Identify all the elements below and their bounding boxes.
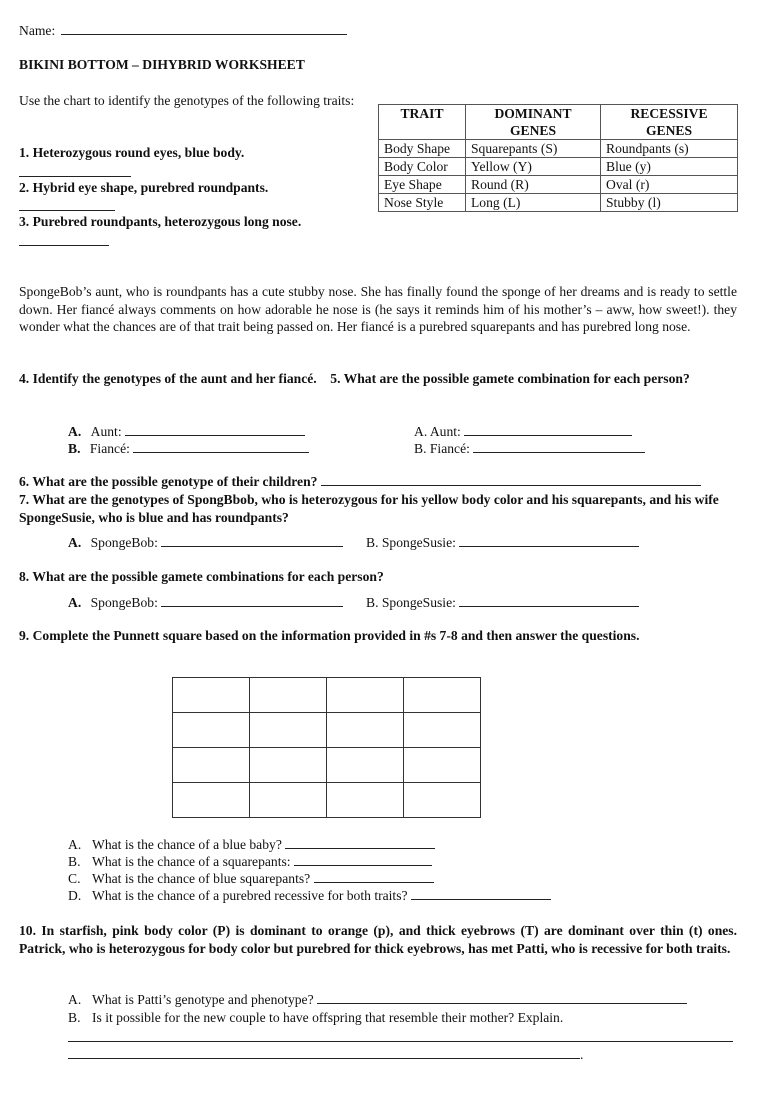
- q5-aunt-blank[interactable]: [464, 423, 632, 436]
- recessive-cell: Stubby (l): [601, 194, 738, 212]
- q9-sub-b: [68, 853, 432, 870]
- punnett-row: [173, 748, 481, 783]
- q4-fiance-blank[interactable]: [133, 440, 309, 453]
- answer-3-blank[interactable]: [19, 233, 109, 250]
- q5-fiance-blank[interactable]: [473, 440, 645, 453]
- punnett-row: [173, 713, 481, 748]
- q10-sub-a-marker: A.: [68, 992, 82, 1007]
- question-9: 9. Complete the Punnett square based on the information provided in #s 7-8 and then answer the questions.: [19, 628, 640, 643]
- worksheet-title: BIKINI BOTTOM – DIHYBRID WORKSHEET: [19, 57, 305, 72]
- trait-cell: Body Shape: [379, 140, 466, 158]
- q10-sub-a-blank[interactable]: [317, 991, 687, 1004]
- question-6-row: [19, 473, 701, 490]
- table-row: [379, 194, 738, 212]
- punnett-cell[interactable]: [404, 748, 481, 783]
- question-2: 2. Hybrid eye shape, purebred roundpants.: [19, 180, 269, 195]
- instruction-text: Use the chart to identify the genotypes of the following traits:: [19, 93, 355, 108]
- q8-spongesusie-label: B. SpongeSusie:: [366, 595, 456, 610]
- question-4-inline: 4. Identify the genotypes of the aunt and her fiancé.: [19, 371, 321, 386]
- dominant-cell: Yellow (Y): [466, 158, 601, 176]
- punnett-cell[interactable]: [250, 678, 327, 713]
- question-3: 3. Purebred roundpants, heterozygous long nose.: [19, 214, 302, 229]
- punnett-cell[interactable]: [327, 713, 404, 748]
- q9-sub-a-blank[interactable]: [285, 836, 435, 849]
- dominant-cell: Round (R): [466, 176, 601, 194]
- q7-spongesusie-row: [366, 534, 639, 551]
- q4-fiance-label: Fiancé:: [89, 441, 130, 456]
- punnett-cell[interactable]: [327, 783, 404, 818]
- q9-sub-c-text: What is the chance of blue squarepants?: [92, 871, 311, 886]
- punnett-cell[interactable]: [173, 748, 250, 783]
- q10-sub-a: [68, 991, 687, 1008]
- dominant-cell: Long (L): [466, 194, 601, 212]
- table-row: [379, 176, 738, 194]
- table-row: [379, 158, 738, 176]
- q4-aunt-row: [68, 423, 305, 440]
- punnett-row: [173, 678, 481, 713]
- q4-fiance-marker: B.: [68, 441, 81, 456]
- punnett-cell[interactable]: [173, 678, 250, 713]
- question-1: 1. Heterozygous round eyes, blue body.: [19, 145, 245, 160]
- q10-sub-a-text: What is Patti’s genotype and phenotype?: [92, 992, 314, 1007]
- question-4-5-block: [19, 370, 737, 388]
- q10-answer-line-1[interactable]: [68, 1029, 733, 1046]
- q9-sub-d-text: What is the chance of a purebred recessive for both traits?: [92, 888, 408, 903]
- q9-sub-d-marker: D.: [68, 888, 82, 903]
- q9-sub-c: [68, 870, 434, 887]
- punnett-square: [172, 677, 481, 818]
- punnett-cell[interactable]: [250, 748, 327, 783]
- q10-sub-b: [68, 1010, 563, 1026]
- recessive-cell: Oval (r): [601, 176, 738, 194]
- q7-spongebob-label: SpongeBob:: [90, 535, 158, 550]
- trait-cell: Nose Style: [379, 194, 466, 212]
- punnett-cell[interactable]: [404, 713, 481, 748]
- question-5-inline: 5. What are the possible gamete combination for each person?: [326, 371, 690, 386]
- trait-table: [378, 104, 738, 212]
- q5-aunt-row: [414, 423, 632, 440]
- q5-aunt-label: A. Aunt:: [414, 424, 461, 439]
- q8-spongebob-blank[interactable]: [161, 594, 343, 607]
- punnett-row: [173, 783, 481, 818]
- question-10: 10. In starfish, pink body color (P) is dominant to orange (p), and thick eyebrows (T) are dominant over thin (t) ones. Patrick, who is heterozygous for body color but purebred for thick eyebrows, has met Patti, who is recessive for both traits.: [19, 923, 737, 956]
- punnett-cell[interactable]: [327, 678, 404, 713]
- q9-sub-a-text: What is the chance of a blue baby?: [92, 837, 282, 852]
- q5-fiance-label: B. Fiancé:: [414, 441, 470, 456]
- punnett-cell[interactable]: [404, 678, 481, 713]
- trait-cell: Body Color: [379, 158, 466, 176]
- dominant-cell: Squarepants (S): [466, 140, 601, 158]
- q7-spongebob-blank[interactable]: [161, 534, 343, 547]
- q9-sub-a: [68, 836, 435, 853]
- q9-sub-c-blank[interactable]: [314, 870, 434, 883]
- q9-sub-b-blank[interactable]: [294, 853, 432, 866]
- q4-aunt-label: Aunt:: [90, 424, 122, 439]
- q8-spongebob-row: [68, 594, 343, 611]
- punnett-cell[interactable]: [173, 783, 250, 818]
- recessive-cell: Blue (y): [601, 158, 738, 176]
- name-field: [19, 22, 347, 39]
- q9-sub-b-text: What is the chance of a squarepants:: [92, 854, 291, 869]
- punnett-cell[interactable]: [327, 748, 404, 783]
- header-trait: TRAIT: [379, 105, 466, 140]
- question-6: 6. What are the possible genotype of their children?: [19, 474, 318, 489]
- q9-sub-d: [68, 887, 551, 904]
- punnett-cell[interactable]: [250, 783, 327, 818]
- answer-2-blank[interactable]: [19, 198, 115, 215]
- q9-sub-b-marker: B.: [68, 854, 81, 869]
- answer-1-blank[interactable]: [19, 164, 131, 181]
- q6-blank[interactable]: [321, 473, 701, 486]
- q7-a-marker: A.: [68, 535, 82, 550]
- question-8: 8. What are the possible gamete combinations for each person?: [19, 569, 384, 584]
- q7-spongesusie-label: B. SpongeSusie:: [366, 535, 456, 550]
- q10-answer-line-2[interactable]: [68, 1046, 583, 1063]
- header-recessive: RECESSIVE GENES: [601, 105, 738, 140]
- q10-sub-b-text: Is it possible for the new couple to have offspring that resemble their mother? Explain.: [92, 1010, 564, 1025]
- q10-end-mark: .: [580, 1047, 584, 1062]
- recessive-cell: Roundpants (s): [601, 140, 738, 158]
- q7-spongebob-row: [68, 534, 343, 551]
- story-paragraph: SpongeBob’s aunt, who is roundpants has a cute stubby nose. She has finally found the sponge of her dreams and is ready to settle down. Her fiancé always comments on how adorable he nose is (he says it reminds him of his mother’s – aww, how sweet!). they wonder what the chances are of that trait being passed on. Her fiancé is a purebred squarepants and has purebred long nose.: [19, 284, 737, 334]
- q8-spongesusie-row: [366, 594, 639, 611]
- q8-spongebob-label: SpongeBob:: [90, 595, 158, 610]
- q9-sub-d-blank[interactable]: [411, 887, 551, 900]
- q4-aunt-blank[interactable]: [125, 423, 305, 436]
- question-7: 7. What are the genotypes of SpongBbob, who is heterozygous for his yellow body color and his squarepants, and his wife SpongeSusie, who is blue and has roundpants?: [19, 492, 719, 525]
- q5-fiance-row: [414, 440, 645, 457]
- q4-fiance-row: [68, 440, 309, 457]
- name-label: Name:: [19, 23, 56, 38]
- trait-cell: Eye Shape: [379, 176, 466, 194]
- q4-aunt-marker: A.: [68, 424, 82, 439]
- q7-spongesusie-blank[interactable]: [459, 534, 639, 547]
- q10-sub-b-marker: B.: [68, 1010, 81, 1025]
- table-row: [379, 140, 738, 158]
- q9-sub-a-marker: A.: [68, 837, 82, 852]
- q8-spongesusie-blank[interactable]: [459, 594, 639, 607]
- punnett-cell[interactable]: [250, 713, 327, 748]
- header-dominant: DOMINANT GENES: [466, 105, 601, 140]
- punnett-cell[interactable]: [173, 713, 250, 748]
- q9-sub-c-marker: C.: [68, 871, 81, 886]
- name-blank[interactable]: [61, 22, 347, 35]
- punnett-cell[interactable]: [404, 783, 481, 818]
- trait-table-header: [379, 105, 738, 140]
- q8-a-marker: A.: [68, 595, 82, 610]
